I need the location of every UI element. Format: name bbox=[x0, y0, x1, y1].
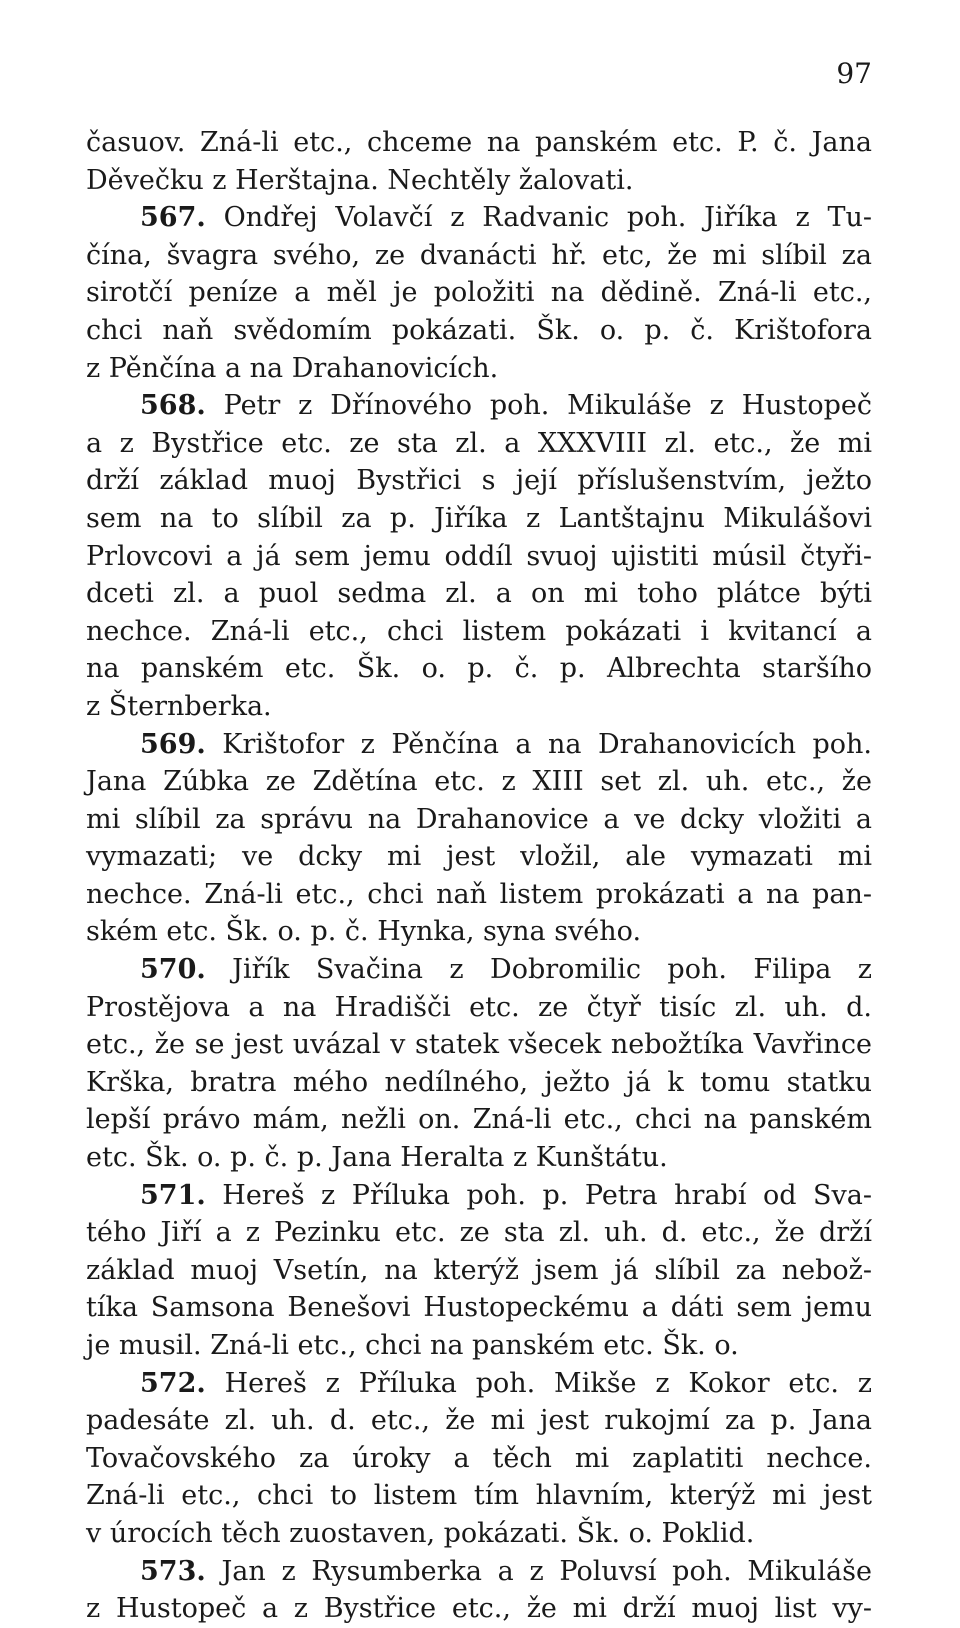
text-line bbox=[86, 538, 872, 576]
entry-first-line bbox=[86, 726, 872, 764]
line-text: lepší právo mám, nežli on. Zná-li etc., chci na panském bbox=[86, 1104, 872, 1136]
entry-number: 568. bbox=[140, 390, 206, 422]
line-text: na panském etc. Šk. o. p. č. p. Albrechta staršího bbox=[86, 653, 872, 685]
text-line bbox=[86, 1402, 872, 1440]
line-text: sem na to slíbil za p. Jiříka z Lantštajnu Mikulášovi bbox=[86, 502, 872, 534]
text-line bbox=[86, 462, 872, 500]
line-text: Hereš z Příluka poh. p. Petra hrabí od Sva- bbox=[222, 1179, 872, 1211]
text-line bbox=[86, 1252, 872, 1290]
line-text: Hereš z Příluka poh. Mikše z Kokor etc. z bbox=[224, 1367, 872, 1399]
line-text: tého Jiří a z Pezinku etc. ze sta zl. uh. d. etc., že drží bbox=[86, 1217, 872, 1249]
text-line bbox=[86, 1440, 872, 1478]
line-text: nechce. Zná-li etc., chci naň listem prokázati a na pan- bbox=[86, 878, 872, 910]
entry-first-line bbox=[86, 951, 872, 989]
entry-number: 567. bbox=[140, 202, 206, 234]
text-line bbox=[86, 274, 872, 312]
line-text: Jiřík Svačina z Dobromilic poh. Filipa z bbox=[232, 954, 872, 986]
text-line bbox=[86, 763, 872, 801]
text-line bbox=[86, 801, 872, 839]
text-column bbox=[86, 124, 872, 1628]
line-text: Petr z Dřínového poh. Mikuláše z Hustopeč bbox=[223, 390, 872, 422]
line-text: Jana Zúbka ze Zdětína etc. z XIII set zl. uh. etc., že bbox=[86, 766, 872, 798]
text-line bbox=[86, 1064, 872, 1102]
line-text: tíka Samsona Benešovi Hustopeckému a dáti sem jemu bbox=[86, 1292, 872, 1324]
text-line bbox=[86, 350, 872, 388]
line-text: časuov. Zná-li etc., chceme na panském etc. P. č. Jana bbox=[86, 127, 872, 158]
entry-first-line bbox=[86, 387, 872, 425]
text-line bbox=[86, 1289, 872, 1327]
text-line bbox=[86, 162, 872, 200]
line-text: Děvečku z Herštajna. Nechtěly žalovati. bbox=[86, 164, 634, 196]
line-text: Krška, bratra mého nedílného, ježto já k tomu statku bbox=[86, 1066, 872, 1098]
text-line bbox=[86, 237, 872, 275]
text-line bbox=[86, 1515, 872, 1553]
text-line bbox=[86, 575, 872, 613]
page-number: 97 bbox=[836, 57, 872, 90]
text-line bbox=[86, 1139, 872, 1177]
text-line bbox=[86, 425, 872, 463]
entry-number: 573. bbox=[140, 1555, 206, 1587]
line-text: z Hustopeč a z Bystřice etc., že mi drží muoj list vy- bbox=[86, 1593, 872, 1625]
line-text: Prlovcovi a já sem jemu oddíl svuoj ujistiti músil čtyři- bbox=[86, 540, 872, 572]
text-line bbox=[86, 1101, 872, 1139]
entry-first-line bbox=[86, 199, 872, 237]
line-text: etc. Šk. o. p. č. p. Jana Heralta z Kunštátu. bbox=[86, 1142, 668, 1174]
line-text: Krištofor z Pěnčína a na Drahanovicích poh. bbox=[222, 728, 872, 760]
line-text: sirotčí peníze a měl je položiti na dědině. Zná-li etc., bbox=[86, 277, 872, 309]
text-line bbox=[86, 989, 872, 1027]
line-text: Prostějova a na Hradišči etc. ze čtyř tisíc zl. uh. d. bbox=[86, 991, 872, 1023]
line-text: drží základ muoj Bystřici s její příslušenstvím, ježto bbox=[86, 465, 872, 497]
text-line bbox=[86, 312, 872, 350]
line-text: etc., že se jest uvázal v statek všecek nebožtíka Vavřince bbox=[86, 1029, 872, 1061]
entry-number: 572. bbox=[140, 1367, 206, 1399]
line-text: a z Bystřice etc. ze sta zl. a XXXVIII zl. etc., že mi bbox=[86, 427, 872, 459]
line-text: mi slíbil za správu na Drahanovice a ve dcky vložiti a bbox=[86, 803, 872, 835]
line-text: padesáte zl. uh. d. etc., že mi jest rukojmí za p. Jana bbox=[86, 1405, 872, 1437]
text-line bbox=[86, 688, 872, 726]
text-line bbox=[86, 1214, 872, 1252]
entry-first-line bbox=[86, 1177, 872, 1215]
line-text: z Šternberka. bbox=[86, 690, 272, 722]
entry-number: 569. bbox=[140, 728, 206, 760]
line-text: je musil. Zná-li etc., chci na panském etc. Šk. o. bbox=[86, 1330, 739, 1361]
text-line bbox=[86, 500, 872, 538]
line-text: Zná-li etc., chci to listem tím hlavním, kterýž mi jest bbox=[86, 1480, 872, 1512]
entry-number: 570. bbox=[140, 954, 206, 986]
line-text: vymazati; ve dcky mi jest vložil, ale vymazati mi bbox=[86, 841, 872, 873]
line-text: Tovačovského za úroky a těch mi zaplatiti nechce. bbox=[86, 1442, 872, 1474]
line-text: ském etc. Šk. o. p. č. Hynka, syna svého. bbox=[86, 916, 642, 948]
entry-number: 571. bbox=[140, 1179, 206, 1211]
line-text: z Pěnčína a na Drahanovicích. bbox=[86, 352, 499, 384]
line-text: nechce. Zná-li etc., chci listem pokázati i kvitancí a bbox=[86, 615, 872, 647]
text-line bbox=[86, 913, 872, 951]
text-line bbox=[86, 1026, 872, 1064]
line-text: Ondřej Volavčí z Radvanic poh. Jiříka z Tu- bbox=[223, 202, 872, 234]
text-line bbox=[86, 1590, 872, 1628]
entry-first-line bbox=[86, 1553, 872, 1591]
line-text: chci naň svědomím pokázati. Šk. o. p. č. Krištofora bbox=[86, 314, 872, 346]
text-line bbox=[86, 613, 872, 651]
entry-first-line bbox=[86, 1365, 872, 1403]
line-text: Jan z Rysumberka a z Poluvsí poh. Mikuláše bbox=[221, 1555, 872, 1587]
line-text: dceti zl. a puol sedma zl. a on mi toho plátce býti bbox=[86, 578, 872, 610]
line-text: základ muoj Vsetín, na kterýž jsem já slíbil za nebož- bbox=[86, 1254, 872, 1286]
text-line bbox=[86, 838, 872, 876]
text-line bbox=[86, 650, 872, 688]
text-line bbox=[86, 1477, 872, 1515]
text-line bbox=[86, 124, 872, 162]
line-text: čína, švagra svého, ze dvanácti hř. etc, že mi slíbil za bbox=[86, 239, 872, 271]
line-text: v úrocích těch zuostaven, pokázati. Šk. o. Poklid. bbox=[86, 1517, 755, 1549]
text-line bbox=[86, 1327, 872, 1365]
text-line bbox=[86, 876, 872, 914]
